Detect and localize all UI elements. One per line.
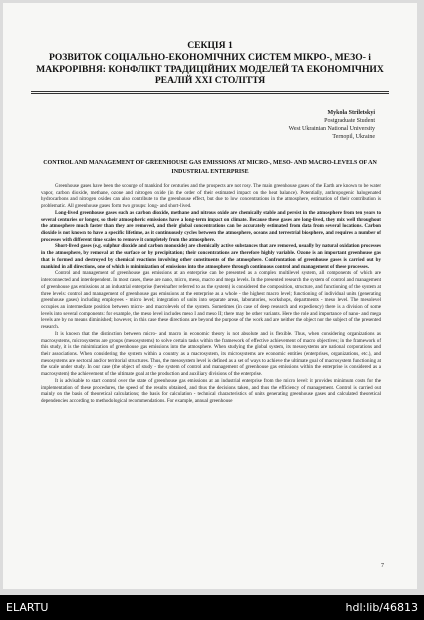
viewer-footer	[0, 595, 424, 620]
section-subheading: РОЗВИТОК СОЦІАЛЬНО-ЕКОНОМІЧНИХ СИСТЕМ МІКРО-, МЕЗО- і МАКРОРІВНЯ: КОНФЛІКТ ТРАДИЦІЙНИХ МОДЕЛЕЙ ТА ЕКОНОМІЧНИХ РЕАЛІЙ XXI СТОЛІТТЯ	[36, 52, 384, 86]
paragraph: It is advisable to start control over the state of greenhouse gas emissions at an industrial enterprise from the micro level: it provides minimum costs for the implementation of these procedures, the speed of the results obtained, and thus the decisions taken, and thus the efficiency of management. Control is carried out mainly on the basis of theoretical calculations; the basis for calculation - technical characteristics of units generating greenhouse gases and calculated theoretical dependencies according to methodological recommendations. For example, annual greenhouse	[41, 377, 381, 404]
document-page	[3, 3, 417, 589]
repository-name: ELARTU	[6, 601, 49, 614]
article-body	[41, 183, 381, 405]
page-number: 7	[381, 563, 384, 569]
paragraph: Short-lived gases (e.g. sulphur dioxide and carbon monoxide) are chemically active substances that are removed, usually by natural oxidation processes in the atmosphere, by removal at the surface or by precipitation; their concentrations are therefore highly variable. Ozone is an important greenhouse gas that is formed and destroyed by chemical reactions involving other constituents of the atmosphere. Confrontation of greenhouse gases is carried out by mankind in all directions, one of which is minimization of emissions into the atmosphere through continuous control and management of these processes.	[41, 243, 381, 270]
author-city: Ternopil, Ukraine	[332, 134, 375, 140]
author-block	[289, 109, 375, 141]
section-heading: СЕКЦІЯ 1	[187, 40, 233, 51]
author-name: Mykola Striletskyi	[327, 110, 375, 116]
author-position: Postgraduate Student	[324, 118, 375, 124]
handle-identifier: hdl:lib/46813	[345, 601, 418, 614]
paragraph: It is known that the distinction between micro- and macro in economic theory is not absolute and is flexible. Thus, when considering organizations as macrosystems, microsystems are groups (mesosystems) to solve certain tasks within the framework of effective achievement of macro objectives; in the framework of this study, it is the minimization of greenhouse gas emissions into the atmosphere. When studying the global system, its mesosystems are national corporations and their associations. When considering the system within a country as a macrosystem, its microsystems are economic entities (enterprises, organizations, etc.), and mesosystems are sectoral and/or territorial structures. Thus, the mesosystem level is defined as a set of ways to achieve the ultimate goal of macrosystem functioning at the scale under study. In our case (the object of study - the system of control and management of greenhouse gas emissions within the enterprise is considered as a macrosystem) the achievement of the ultimate goal at the production and auxiliary divisions of the enterprise.	[41, 330, 381, 378]
article-title: CONTROL AND MANAGEMENT OF GREENHOUSE GAS EMISSIONS AT MICRO-, MESO- AND MACRO-LEVELS OF AN INDUSTRIAL ENTERPRISE	[43, 160, 377, 175]
section-divider-top	[31, 91, 389, 92]
paragraph: Control and management of greenhouse gas emissions at an enterprise can be presented as a complex multilevel system, all components of which are interconnected and interdependent. In most cases, these are nano, micro, meso, macro and mega levels. In the presented research the system of control and management of greenhouse gas emissions at an industrial enterprise (hereinafter referred to as the system) is considered the composition, structure, and functioning of the system at three levels: control and management of greenhouse gas emissions at the enterprise as a whole - the highest macro level; functioning of individual units (generating greenhouse gases) including employees - micro level; integration of units into separate areas, laboratories, workshops, departments - meso level. The mesolevel occupies an intermediate position between micro- and macrolevels of the system. Sometimes (in case of deep research and expediency) there is a division of some levels into several components: for example, the meso level includes meso I and meso II; there may be other variants. Here the role and importance of nano- and mega levels are by no means diminished; however, in this case these directions are beyond the purpose of the work and are neither the object nor the subject of the presented research.	[41, 270, 381, 331]
paragraph: Long-lived greenhouse gases such as carbon dioxide, methane and nitrous oxide are chemically stable and persist in the atmosphere from ten years to several centuries or longer, so their atmospheric emissions have a long-term impact on climate. Because these gases are long-lived, they mix well throughout the atmosphere much faster than they are removed, and their global concentrations can be accurately estimated from data from several locations. Carbon dioxide is not known to have a specific lifetime, as it continuously cycles between the atmosphere, oceans and terrestrial biosphere, and requires a number of processes with different time scales to remove it completely from the atmosphere.	[41, 209, 381, 243]
section-divider-bottom	[31, 93, 389, 94]
author-institution: West Ukrainian National University	[288, 126, 375, 132]
paragraph: Greenhouse gases have been the scourge of mankind for centuries and the prospects are not rosy. The main greenhouse gases of the Earth are known to be water vapor, carbon dioxide, methane, ozone and nitrogen oxide (in the order of their estimated impact on the heat balance). Potentially, anthropogenic halogenated hydrocarbons and nitrogen oxides can also contribute to the greenhouse effect, but due to low concentrations in the atmosphere, estimation of their contribution is problematic. All greenhouse gases form two groups: long- and short-lived.	[41, 183, 381, 210]
